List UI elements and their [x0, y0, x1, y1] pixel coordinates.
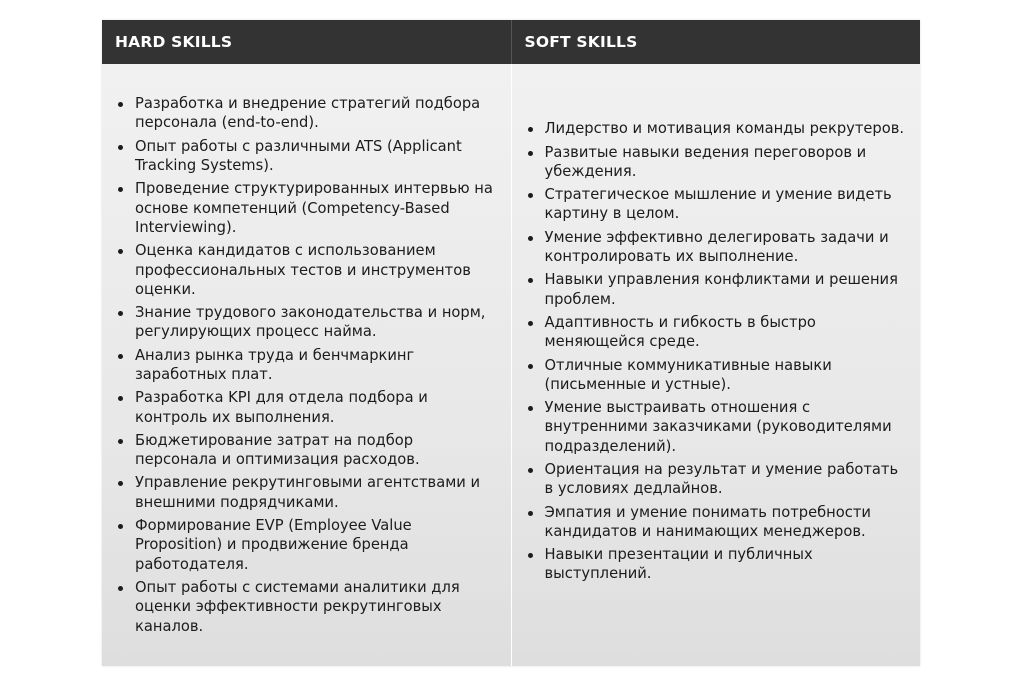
- skills-table: [102, 20, 920, 666]
- list-item: Ориентация на результат и умение работать в условиях дедлайнов.: [545, 460, 909, 499]
- list-item: Адаптивность и гибкость в быстро меняющейся среде.: [545, 313, 909, 352]
- list-item: Бюджетирование затрат на подбор персонала и оптимизация расходов.: [135, 431, 499, 470]
- list-item: Управление рекрутинговыми агентствами и внешними подрядчиками.: [135, 473, 499, 512]
- list-item: Навыки презентации и публичных выступлений.: [545, 545, 909, 584]
- list-item: Разработка KPI для отдела подбора и контроль их выполнения.: [135, 388, 499, 427]
- list-item: Анализ рынка труда и бенчмаркинг заработных плат.: [135, 346, 499, 385]
- list-item: Оценка кандидатов с использованием профессиональных тестов и инструментов оценки.: [135, 241, 499, 299]
- soft-skills-cell: [511, 64, 921, 666]
- hard-skills-header: HARD SKILLS: [115, 33, 233, 51]
- list-item: Опыт работы с различными ATS (Applicant Tracking Systems).: [135, 137, 499, 176]
- list-item: Разработка и внедрение стратегий подбора персонала (end-to-end).: [135, 94, 499, 133]
- hard-skills-list: [102, 94, 511, 640]
- list-item: Умение эффективно делегировать задачи и контролировать их выполнение.: [545, 228, 909, 267]
- list-item: Формирование EVP (Employee Value Proposition) и продвижение бренда работодателя.: [135, 516, 499, 574]
- list-item: Эмпатия и умение понимать потребности кандидатов и нанимающих менеджеров.: [545, 503, 909, 542]
- list-item: Развитые навыки ведения переговоров и убеждения.: [545, 143, 909, 182]
- soft-skills-list: [512, 119, 921, 588]
- list-item: Лидерство и мотивация команды рекрутеров.: [545, 119, 909, 138]
- list-item: Навыки управления конфликтами и решения проблем.: [545, 270, 909, 309]
- soft-skills-header: SOFT SKILLS: [511, 20, 921, 64]
- table-header-row: [102, 20, 920, 64]
- list-item: Проведение структурированных интервью на основе компетенций (Competency-Based Interviewing).: [135, 179, 499, 237]
- hard-skills-cell: [102, 64, 511, 666]
- list-item: Стратегическое мышление и умение видеть картину в целом.: [545, 185, 909, 224]
- list-item: Отличные коммуникативные навыки (письменные и устные).: [545, 356, 909, 395]
- list-item: Умение выстраивать отношения с внутренними заказчиками (руководителями подразделений).: [545, 398, 909, 456]
- table-body-row: [102, 64, 920, 666]
- list-item: Знание трудового законодательства и норм, регулирующих процесс найма.: [135, 303, 499, 342]
- list-item: Опыт работы с системами аналитики для оценки эффективности рекрутинговых каналов.: [135, 578, 499, 636]
